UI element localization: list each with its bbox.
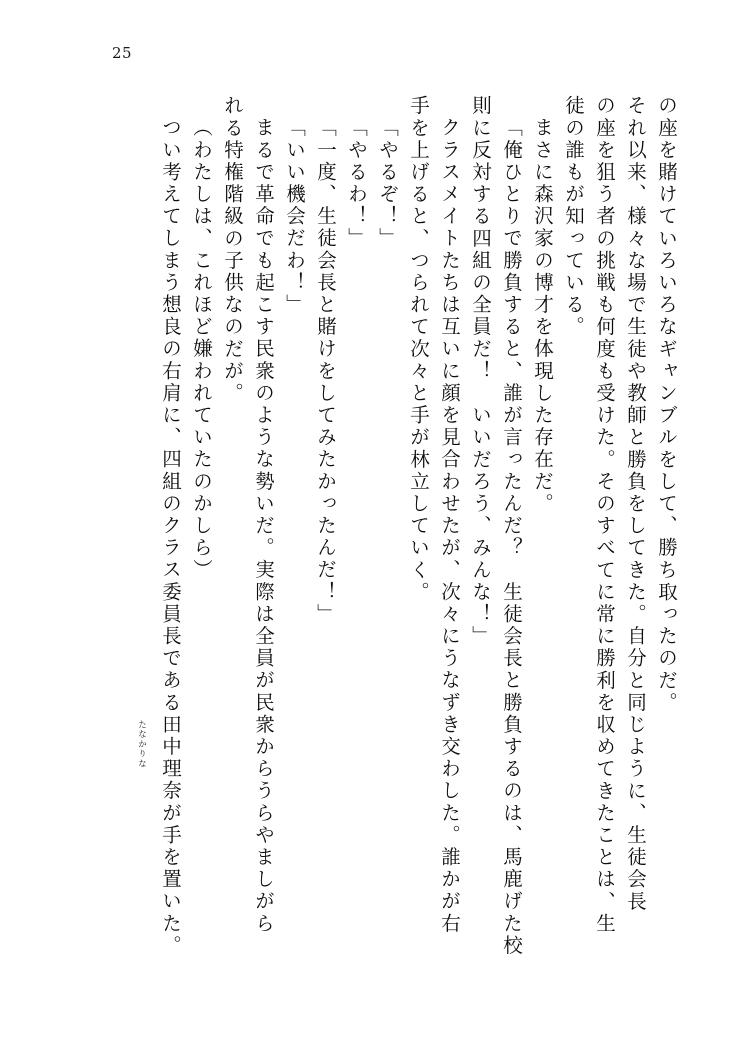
body-text xyxy=(60,95,676,975)
text-column: 「やるぞ！」 xyxy=(376,117,399,250)
text-column: 則に反対する四組の全員だ！ いいだろう、みんな！」 xyxy=(469,95,492,648)
text-column: の座を賭けていろいろなギャンブルをして、勝ち取ったのだ。 xyxy=(655,95,678,714)
text-column: （わたしは、これほど嫌われていたのかしら） xyxy=(190,117,213,582)
page-number: 25 xyxy=(112,44,133,62)
text-column: まさに森沢家の博才を体現した存在だ。 xyxy=(531,117,554,515)
text-column: 「いい機会だわ！」 xyxy=(283,117,306,316)
text-column: 「やるわ！」 xyxy=(345,117,368,250)
text-column: 手を上げると、つられて次々と手が林立していく。 xyxy=(407,95,430,604)
text-column: 徒の誰もが知っている。 xyxy=(562,95,585,339)
text-column: 「一度、生徒会長と賭けをしてみたかったんだ！」 xyxy=(314,117,337,626)
text-column: クラスメイトたちは互いに顔を見合わせたが、次々にうなずき交わした。誰かが右 xyxy=(438,117,461,935)
text-column: れる特権階級の子供なのだが。 xyxy=(221,95,244,405)
text-column: の座を狙う者の挑戦も何度も受けた。そのすべてに常に勝利を収めてきたことは、生 xyxy=(593,95,616,935)
text-column: それ以来、様々な場で生徒や教師と勝負をしてきた。自分と同じように、生徒会長 xyxy=(624,95,647,913)
ruby-annotation: たなかりな xyxy=(136,720,147,769)
text-column: つい考えてしまう想良の右肩に、四組のクラス委員長である田中理奈が手を置いた。 xyxy=(159,117,182,957)
text-column: まるで革命でも起こす民衆のような勢いだ。実際は全員が民衆からうらやましがら xyxy=(252,117,275,935)
text-column: 「俺ひとりで勝負すると、誰が言ったんだ？ 生徒会長と勝負するのは、馬鹿げた校 xyxy=(500,117,523,957)
